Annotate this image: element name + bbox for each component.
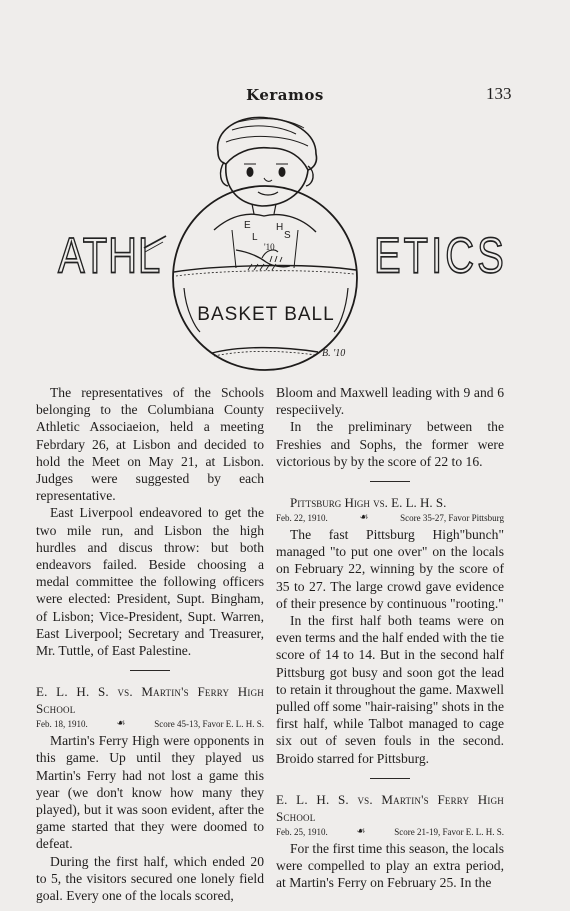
game-score: Score 21-19, Favor E. L. H. S. [394, 826, 504, 837]
paragraph: The representatives of the Schools belonging to the Columbiana County Athletic Associaeion, held a meeting Febrdary 26, at Lisbon and decided to hold the Meet on May 21, at Lisbon. Judges were suggested by each representative. [36, 385, 264, 504]
running-head: Keramos [246, 86, 324, 104]
game-date: Feb. 22, 1910. [276, 513, 328, 524]
jersey-letter: L [252, 232, 258, 243]
jersey-year: '10 [264, 242, 275, 252]
game-title: E. L. H. S. vs. Martin's Ferry High School [276, 791, 504, 824]
section-divider [130, 670, 170, 671]
game-title: Pittsburg High vs. E. L. H. S. [290, 495, 447, 511]
paragraph: During the first half, which ended 20 to 5, the visitors secured one lonely field goal. Every one of the locals scored, [36, 853, 264, 904]
banner-left-word: ATHL [58, 227, 162, 284]
paragraph: Martin's Ferry High were opponents in this game. Up until they played us Martin's Ferry had not lost a game this year (we don't know how many they played), but it was soon evident, after the game started that they were doomed to defeat. [36, 733, 264, 852]
basketball-circle [173, 186, 357, 370]
page-number: 133 [486, 84, 512, 103]
jersey-letter: S [284, 230, 291, 241]
paragraph: In the first half both teams were on even terms and the half ended with the tie score of 14 to 14. But in the second half Pittsburg got busy and soon got the lead to retain it throughout the game. Maxwell pulled off some "hair-raising" shots in the first half, while Talbot managed to cage six out of seven fouls in the second. Broido starred for Pittsburg. [276, 613, 504, 766]
game-date: Feb. 18, 1910. [36, 719, 88, 730]
fleuron-icon: ☙ [356, 825, 366, 837]
game-date: Feb. 25, 1910. [276, 826, 328, 837]
game-title: E. L. H. S. vs. Martin's Ferry High School [36, 684, 264, 717]
banner-right-word: ETICS [374, 227, 507, 284]
paragraph: East Liverpool endeavored to get the two mile run, and Lisbon the high hurdles and discus throw: but both endeavors failed. Beside choosing a medal committee the following officers were elected: President, Supt. Bingham, of Lisbon; Vice-President, Supt. Warren, East Liverpool; Secretary and Treasurer, Mr. Tuttle, of East Palestine. [36, 505, 264, 659]
paragraph: Bloom and Maxwell leading with 9 and 6 respeciively. [276, 385, 504, 418]
right-column [276, 384, 504, 891]
section-divider [370, 778, 410, 779]
game-score: Score 35-27, Favor Pittsburg [400, 513, 504, 524]
fleuron-icon: ☙ [116, 718, 126, 730]
basketball-label: BASKET BALL [197, 304, 335, 325]
game-score: Score 45-13, Favor E. L. H. S. [154, 719, 264, 730]
paragraph: In the preliminary between the Freshies and Sophs, the former were victorious by by the score of 22 to 16. [276, 419, 504, 469]
game-meta [276, 826, 504, 838]
jersey-letter: E [244, 220, 251, 231]
fleuron-icon: ☙ [359, 512, 369, 524]
left-column [36, 384, 264, 904]
paragraph: The fast Pittsburg High"bunch" managed "to put one over" on the locals on February 22, winning by the score of 35 to 27. The large crowd gave evidence of their presence by continuous "rooting." [276, 527, 504, 611]
athletics-basketball-illustration [0, 100, 570, 380]
game-meta [36, 718, 264, 730]
artist-signature: B. '10 [322, 348, 346, 359]
paragraph: For the first time this season, the locals were compelled to play an extra period, at Martin's Ferry on February 25. In the [276, 840, 504, 891]
jersey-letter: H [276, 222, 284, 233]
game-meta [276, 512, 504, 524]
section-divider [370, 481, 410, 482]
